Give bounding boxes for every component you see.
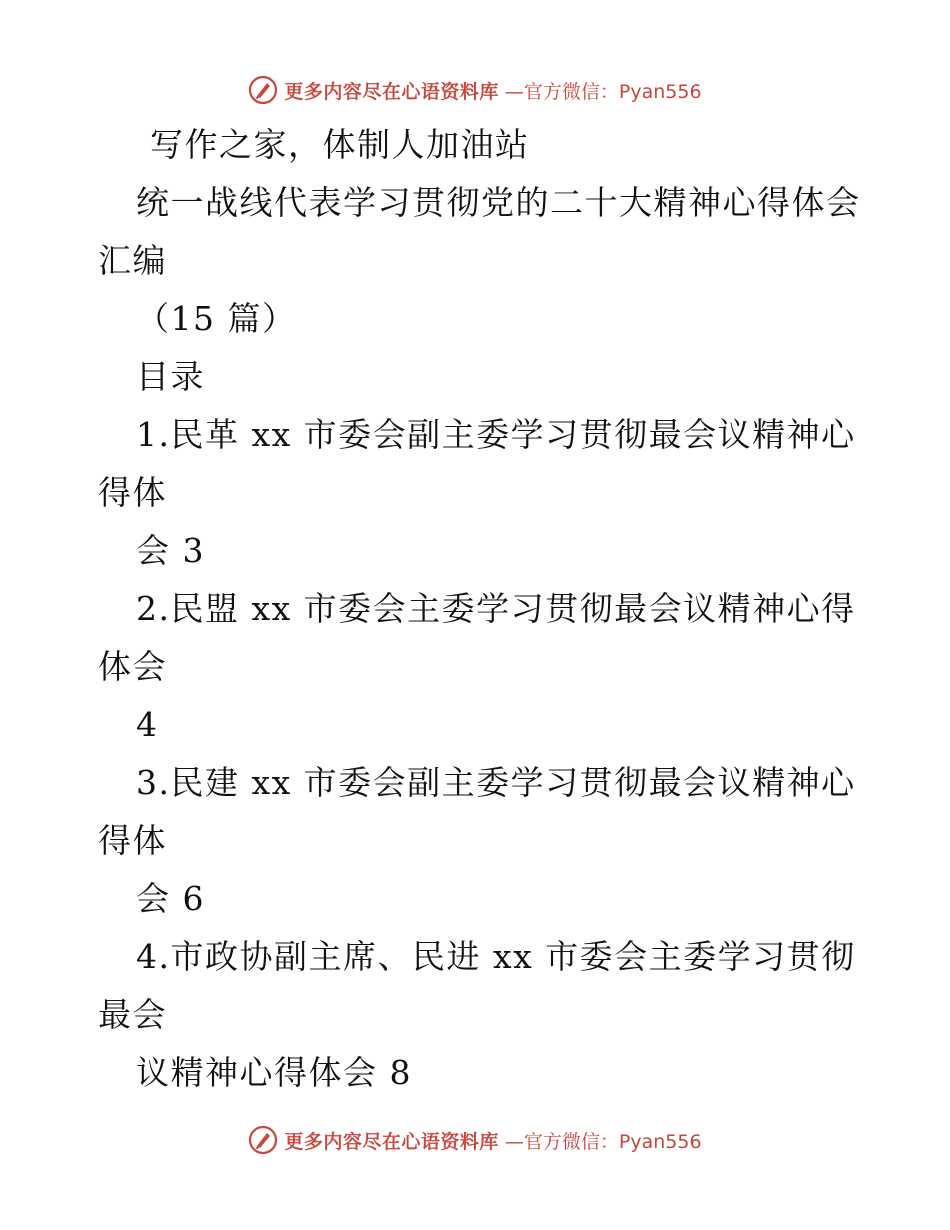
toc-item-2-page: 4 (136, 705, 159, 744)
toc-item-1: 1.民革 xx 市委会副主委学习贯彻最会议精神心 (136, 415, 856, 454)
document-title-cont: 汇编 (98, 241, 167, 280)
toc-item-3-cont: 得体 (98, 821, 167, 860)
header-watermark (0, 70, 950, 110)
toc-item-4: 4.市政协副主席、民进 xx 市委会主委学习贯彻 (136, 937, 856, 976)
toc-heading: 目录 (136, 357, 205, 396)
watermark-wechat: —官方微信：Pyan556 (504, 80, 702, 103)
toc-item-4-page: 议精神心得体会 8 (136, 1053, 412, 1092)
toc-item-1-cont: 得体 (98, 473, 167, 512)
toc-item-1-page: 会 3 (136, 531, 205, 570)
document-count: （15 篇） (136, 299, 297, 338)
toc-item-2: 2.民盟 xx 市委会主委学习贯彻最会议精神心得 (136, 589, 856, 628)
pen-logo-icon (248, 1125, 278, 1155)
site-slogan: 写作之家，体制人加油站 (150, 125, 530, 164)
toc-item-4-cont: 最会 (98, 995, 167, 1034)
document-title: 统一战线代表学习贯彻党的二十大精神心得体会 (136, 183, 861, 222)
watermark-brand: 更多内容尽在心语资料库 (284, 80, 499, 103)
footer-watermark (0, 1120, 950, 1160)
watermark-brand: 更多内容尽在心语资料库 (284, 1130, 499, 1153)
watermark-wechat: —官方微信：Pyan556 (504, 1130, 702, 1153)
toc-item-3-page: 会 6 (136, 879, 205, 918)
toc-item-3: 3.民建 xx 市委会副主委学习贯彻最会议精神心 (136, 763, 856, 802)
pen-logo-icon (248, 75, 278, 105)
toc-item-2-cont: 体会 (98, 647, 167, 686)
